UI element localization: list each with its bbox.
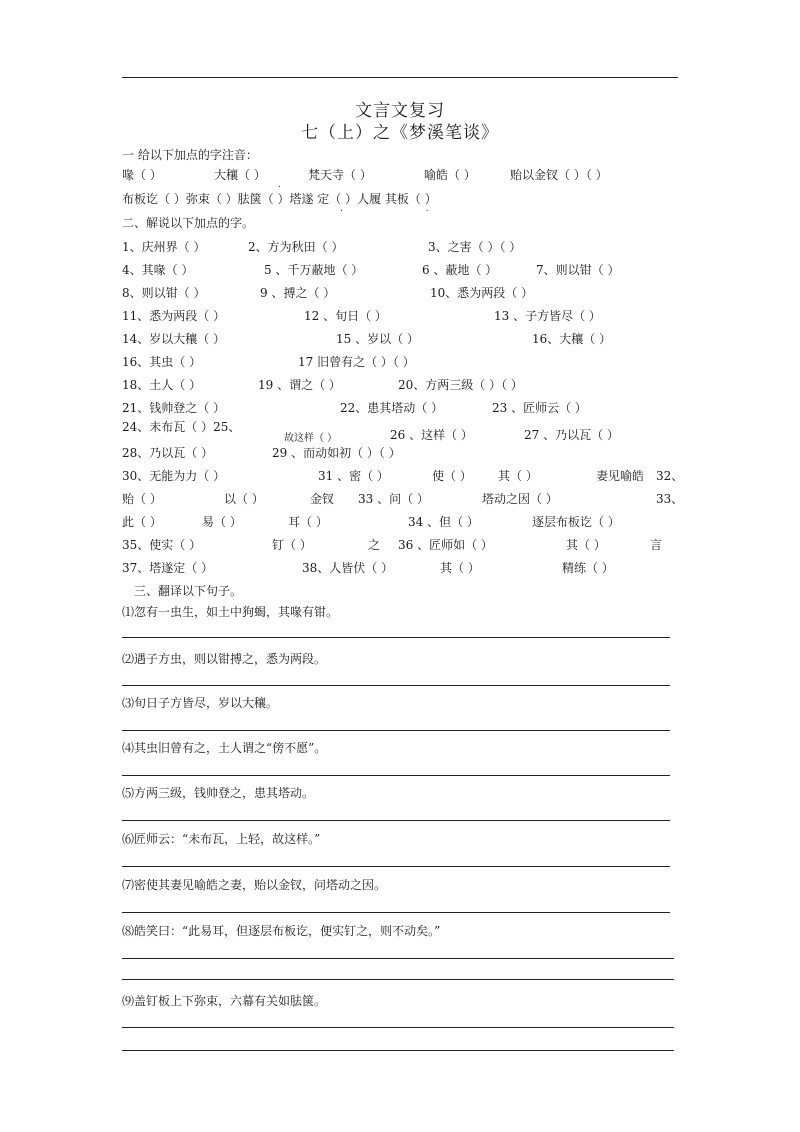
section2-row <box>122 261 682 277</box>
explain-item: 精练（ ） <box>562 561 614 575</box>
translate-sentence: ⑵遇子方虫，则以钳搏之，悉为两段。 <box>122 652 327 666</box>
explain-item: 其（ ） <box>566 538 606 552</box>
section1-row1 <box>122 166 682 182</box>
translate-sentence: ⑷其虫旧曾有之，土人谓之“傍不愿”。 <box>122 741 327 755</box>
pinyin-item: 喙（ ） <box>122 168 162 182</box>
explain-item: 22、患其塔动（ ） <box>340 401 444 415</box>
explain-item: 其（ ） <box>440 561 480 575</box>
explain-item: 8、则以钳（ ） <box>122 286 206 300</box>
explain-item: 16、大穰（ ） <box>532 332 612 346</box>
section2-row <box>122 307 682 323</box>
translate-sentence: ⑻皓笑曰：“此易耳，但逐层布板讫，便实钉之，则不动矣。” <box>122 924 441 938</box>
explain-item: 32、 <box>656 469 684 483</box>
section2-row <box>122 353 682 369</box>
section2-row <box>122 490 682 506</box>
pinyin-item: 大穰（ ） <box>214 168 266 182</box>
explain-item: 13 、子方皆尽（ ） <box>494 309 601 323</box>
explain-item: 以（ ） <box>224 492 264 506</box>
translate-sentence: ⑺密使其妻见喻皓之妻，贻以金钗，问塔动之因。 <box>122 878 387 892</box>
pinyin-item: 喻皓（ ） <box>424 168 476 182</box>
explain-item: 11、悉为两段（ ） <box>122 309 226 323</box>
answer-line[interactable] <box>122 685 670 686</box>
answer-line[interactable] <box>122 866 670 867</box>
translate-sentence: ⑶旬日子方皆尽，岁以大穰。 <box>122 696 279 710</box>
section2-row <box>122 559 682 575</box>
answer-line[interactable] <box>122 1027 674 1028</box>
answer-line[interactable] <box>122 775 670 776</box>
translate-sentence: ⑼盖钉板上下弥束，六幕有关如胠箧。 <box>122 994 327 1008</box>
explain-item: 3、之害（ ）（ ） <box>428 240 522 254</box>
pinyin-item: 贻以金钗（ ）（ ） <box>510 168 608 182</box>
explain-item: 易（ ） <box>202 515 242 529</box>
translate-sentence: ⑸方两三级，钱帅登之，患其塔动。 <box>122 786 315 800</box>
explain-item: 言 <box>650 538 663 552</box>
explain-item: 36 、匠师如（ ） <box>398 538 493 552</box>
page-title: 文言文复习 <box>355 101 445 121</box>
explain-item: 其（ ） <box>498 469 538 483</box>
explain-item: 18、土人（ ） <box>122 378 202 392</box>
translate-sentence: ⑹匠师云：“未布瓦，上轻，故这样。” <box>122 832 321 846</box>
section2-row <box>122 330 682 346</box>
explain-item: 4、其喙（ ） <box>122 263 194 277</box>
section2-row <box>122 513 682 529</box>
explain-item: 35、使实（ ） <box>122 538 202 552</box>
answer-line[interactable] <box>122 1050 674 1051</box>
explain-item: 6 、蔽地（ ） <box>422 263 498 277</box>
section2-row <box>122 284 682 300</box>
section1-heading: 一 给以下加点的字注音： <box>122 148 258 162</box>
explain-item: 塔动之因（ ） <box>482 492 558 506</box>
answer-line[interactable] <box>122 637 670 638</box>
explain-item: 5 、千万蔽地（ ） <box>264 263 364 277</box>
section2-row <box>122 376 682 392</box>
answer-line[interactable] <box>122 958 674 959</box>
explain-item: 23 、匠师云（ ） <box>492 401 587 415</box>
translate-sentence: ⑴忽有一虫生，如土中狗蝎，其喙有钳。 <box>122 605 339 619</box>
explain-item: 使（ ） <box>432 469 472 483</box>
answer-line[interactable] <box>122 730 670 731</box>
explain-item: 1、庆州界（ ） <box>122 240 206 254</box>
explain-item: 2、方为秋田（ ） <box>248 240 344 254</box>
answer-line[interactable] <box>122 979 674 980</box>
page-subtitle: 七（上）之《梦溪笔谈》 <box>301 123 499 143</box>
explain-item: 31 、密（ ） <box>318 469 389 483</box>
explain-item: 33 、问（ ） <box>358 492 429 506</box>
section2-row <box>122 444 682 460</box>
explain-item: 33、 <box>656 492 684 506</box>
explain-item: 逐层布板讫（ ） <box>532 515 620 529</box>
explain-item: 24、未布瓦（ ）25、 <box>122 420 241 434</box>
section2-row <box>122 467 682 483</box>
explain-item: 27 、乃以瓦（ ） <box>524 428 619 442</box>
explain-item: 15 、岁以（ ） <box>336 332 419 346</box>
explain-item: 耳（ ） <box>288 515 328 529</box>
pinyin-item: 布板讫（ ）弥束（ ）胠箧（ ）塔遂 定（ ）人履 其板（ ） <box>122 192 437 206</box>
section2-heading: 二、解说以下加点的字。 <box>122 216 255 230</box>
explain-item: 9 、搏之（ ） <box>260 286 336 300</box>
explain-item: 贻（ ） <box>122 492 162 506</box>
explain-item: 之 <box>368 538 381 552</box>
explain-item: 34 、但（ ） <box>408 515 479 529</box>
explain-item: 17 旧曾有之（ ）（ ） <box>298 355 415 369</box>
pinyin-item: 梵天寺（ ） <box>308 168 372 182</box>
emphasis-dots: . <box>278 180 321 190</box>
explain-item: 10、悉为两段（ ） <box>430 286 534 300</box>
explain-item: 故这样（ ） <box>284 433 338 444</box>
explain-item: 29 、而动如初（ ）（ ） <box>272 446 401 460</box>
explain-item: 26 、这样（ ） <box>390 428 473 442</box>
explain-item: 38、人皆伏（ ） <box>302 561 394 575</box>
explain-item: 19 、谓之（ ） <box>258 378 341 392</box>
section2-row <box>122 238 682 254</box>
explain-item: 12 、旬日（ ） <box>304 309 387 323</box>
section2-row <box>122 536 682 552</box>
explain-item: 妻见喻皓 <box>596 469 645 483</box>
section2-row <box>122 418 682 446</box>
explain-item: 金钗 <box>310 492 335 506</box>
section2-row <box>122 399 682 415</box>
explain-item: 21、钱帅登之（ ） <box>122 401 226 415</box>
answer-line[interactable] <box>122 912 670 913</box>
explain-item: 此（ ） <box>122 515 162 529</box>
explain-item: 37、塔遂定（ ） <box>122 561 214 575</box>
explain-item: 30、无能为力（ ） <box>122 469 226 483</box>
explain-item: 钉（ ） <box>272 538 312 552</box>
explain-item: 28、乃以瓦（ ） <box>122 446 214 460</box>
emphasis-dots: . . <box>340 204 469 214</box>
top-rule <box>122 77 678 78</box>
section3-heading: 三、翻译以下句子。 <box>134 584 243 598</box>
answer-line[interactable] <box>122 820 670 821</box>
explain-item: 7、则以钳（ ） <box>536 263 620 277</box>
explain-item: 14、岁以大穰（ ） <box>122 332 226 346</box>
explain-item: 20、方两三级（ ）（ ） <box>398 378 523 392</box>
explain-item: 16、其虫（ ） <box>122 355 202 369</box>
